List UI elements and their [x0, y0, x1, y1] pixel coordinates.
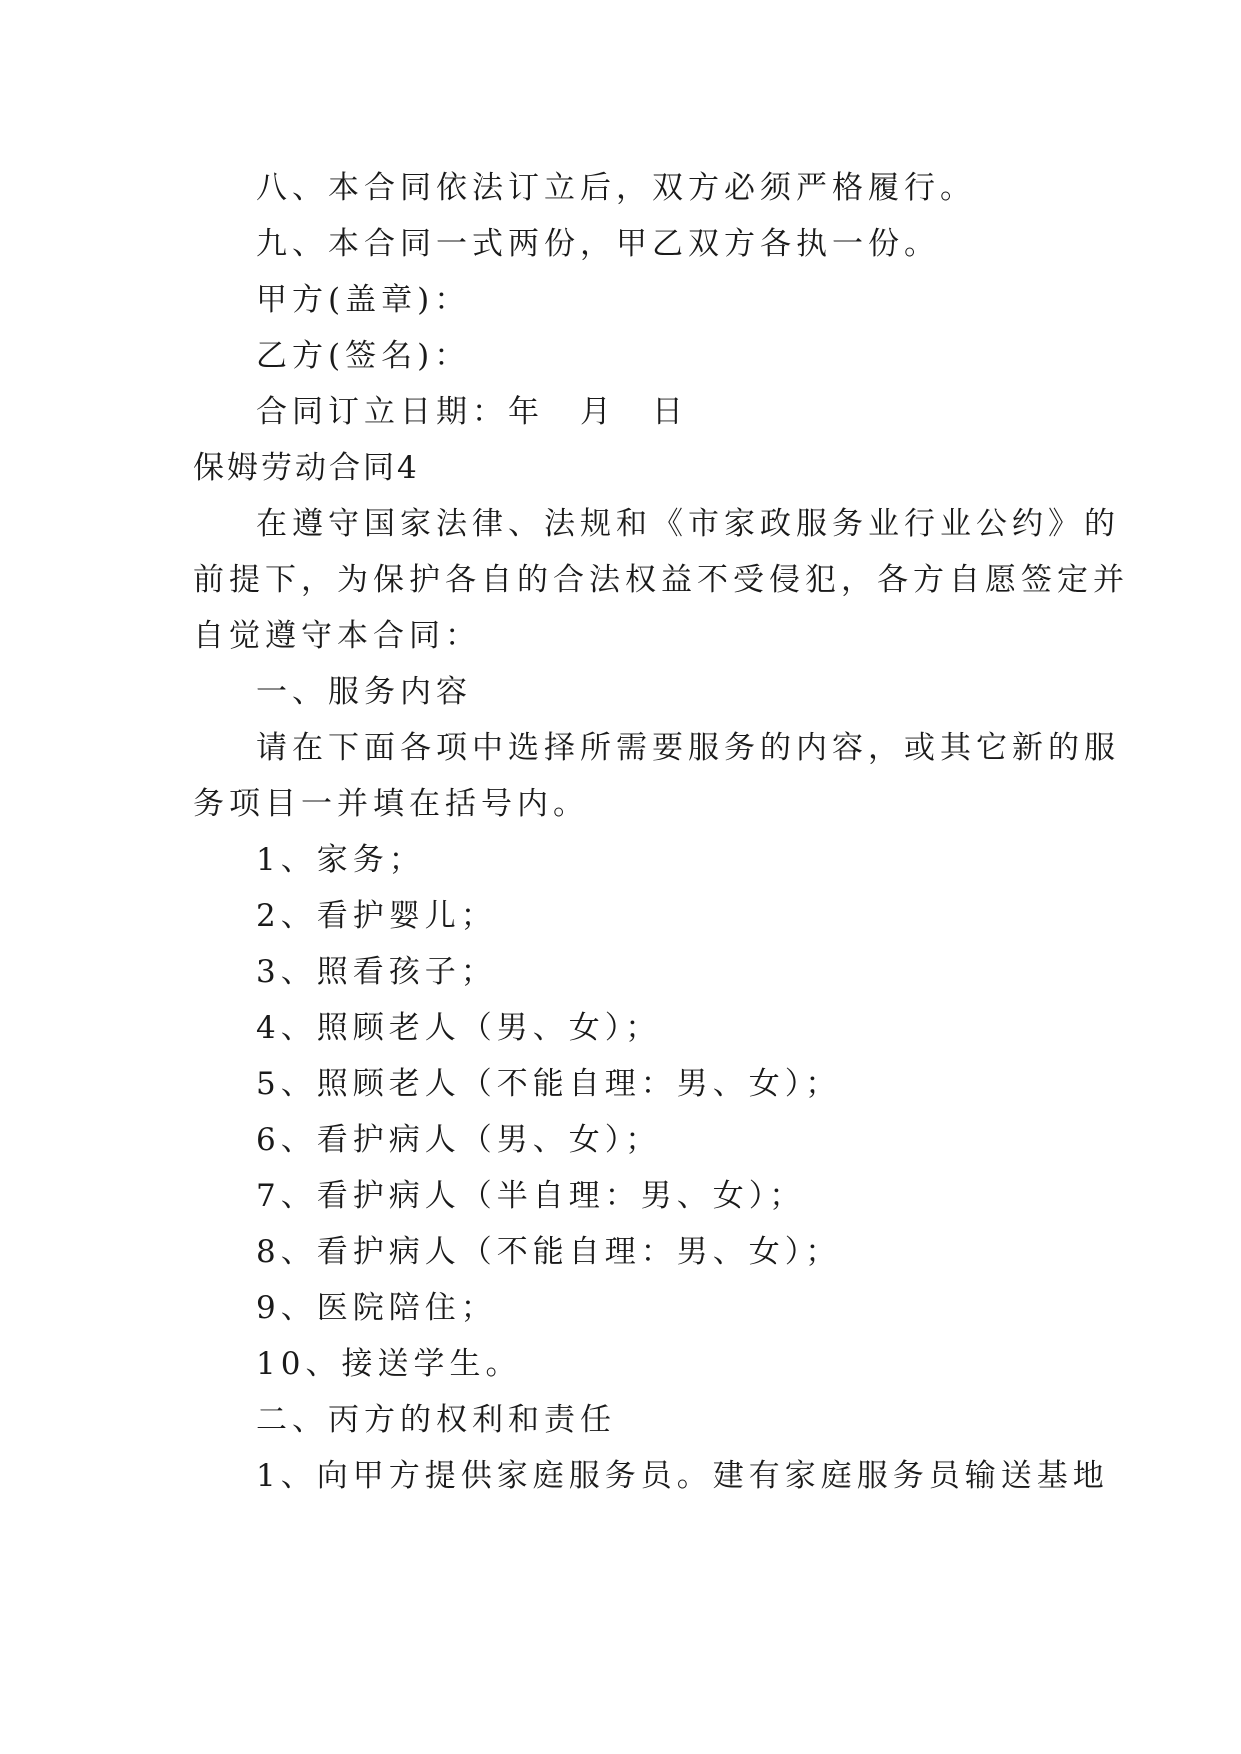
preamble-line-1: 在遵守国家法律、法规和《市家政服务业行业公约》的 — [256, 506, 1120, 542]
date-year: 年 — [508, 394, 544, 430]
date-month: 月 — [580, 394, 616, 430]
party-c-rights-heading: 二、丙方的权利和责任 — [256, 1402, 616, 1438]
service-item: 4、照顾老人（男、女）； — [256, 1010, 662, 1046]
service-item: 10、接送学生。 — [256, 1346, 522, 1382]
party-c-clause-1: 1、向甲方提供家庭服务员。建有家庭服务员输送基地 — [256, 1458, 1109, 1494]
preamble-line-3: 自觉遵守本合同： — [193, 618, 481, 654]
service-item: 6、看护病人（男、女）； — [256, 1122, 662, 1158]
instruction-line-2: 务项目一并填在括号内。 — [193, 786, 589, 822]
contract-date-line — [256, 392, 1116, 432]
service-item: 5、照顾老人（不能自理：男、女）； — [256, 1066, 842, 1102]
party-a-seal-line: 甲方(盖章)： — [256, 282, 471, 318]
section-title: 保姆劳动合同4 — [193, 450, 420, 486]
service-item: 9、医院陪住； — [256, 1290, 497, 1326]
clause-eight: 八、本合同依法订立后，双方必须严格履行。 — [256, 170, 976, 206]
date-label: 合同订立日期： — [256, 394, 508, 430]
service-item: 7、看护病人（半自理：男、女）； — [256, 1178, 806, 1214]
service-content-heading: 一、服务内容 — [256, 674, 472, 710]
service-item: 8、看护病人（不能自理：男、女）； — [256, 1234, 842, 1270]
service-item: 1、家务； — [256, 842, 425, 878]
party-b-signature-line: 乙方(签名)： — [256, 338, 471, 374]
clause-nine: 九、本合同一式两份，甲乙双方各执一份。 — [256, 226, 940, 262]
date-day: 日 — [652, 394, 688, 430]
instruction-line-1: 请在下面各项中选择所需要服务的内容，或其它新的服 — [256, 730, 1120, 766]
service-item: 3、照看孩子； — [256, 954, 497, 990]
service-item: 2、看护婴儿； — [256, 898, 497, 934]
preamble-line-2: 前提下，为保护各自的合法权益不受侵犯，各方自愿签定并 — [193, 562, 1129, 598]
